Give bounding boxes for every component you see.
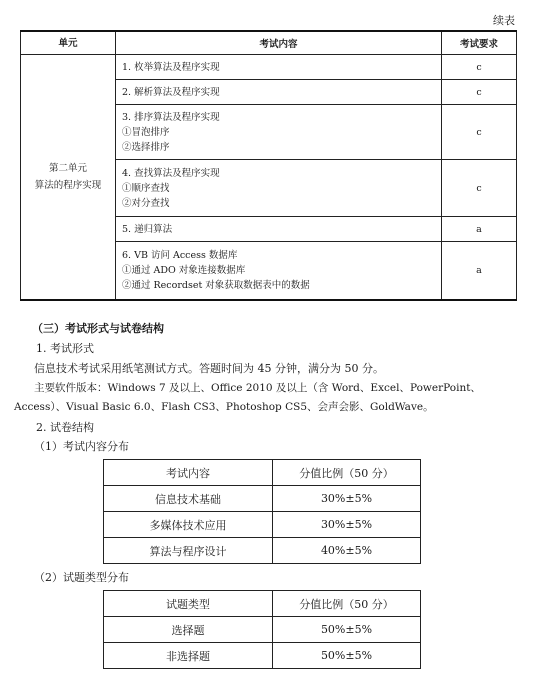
- table-row: [104, 486, 421, 512]
- content-cell: [116, 55, 442, 80]
- type-distribution-table: [103, 590, 421, 669]
- content-distribution-table: [103, 459, 421, 564]
- content-line: 6. VB 访问 Access 数据库: [122, 249, 238, 261]
- table-cell: 40%±5%: [273, 538, 421, 564]
- requirement-cell: c: [442, 80, 517, 105]
- table-cell: 50%±5%: [273, 617, 421, 643]
- table-cell: 50%±5%: [273, 643, 421, 669]
- content-cell: [116, 160, 442, 217]
- header-cell: 分值比例（50 分）: [273, 460, 421, 486]
- content-cell: [116, 242, 442, 300]
- content-line: ②对分查找: [122, 197, 170, 209]
- content-cell: [116, 80, 442, 105]
- table-header-row: [104, 591, 421, 617]
- requirement-cell: c: [442, 55, 517, 80]
- exam-content-table: [20, 30, 517, 301]
- content-line: 5. 递归算法: [122, 223, 173, 235]
- requirement-cell: c: [442, 105, 517, 160]
- content-line: 3. 排序算法及程序实现: [122, 111, 220, 123]
- content-cell: [116, 217, 442, 242]
- header-cell: 考试内容: [104, 460, 273, 486]
- content-line: 1. 枚举算法及程序实现: [122, 61, 220, 73]
- header-unit: 单元: [21, 31, 116, 55]
- unit-line: 算法的程序实现: [34, 179, 102, 191]
- unit-line: 第二单元: [48, 162, 87, 174]
- table-header-row: [104, 460, 421, 486]
- content-dist-heading: （1）考试内容分布: [34, 440, 129, 453]
- table-cell: 非选择题: [104, 643, 273, 669]
- table-cell: 30%±5%: [273, 486, 421, 512]
- software-line-1: 主要软件版本：Windows 7 及以上、Office 2010 及以上（含 Word、Excel、PowerPoint、: [34, 382, 481, 394]
- table-cell: 30%±5%: [273, 512, 421, 538]
- content-line: 2. 解析算法及程序实现: [122, 86, 220, 98]
- table-cell: 多媒体技术应用: [104, 512, 273, 538]
- requirement-cell: a: [442, 217, 517, 242]
- table-row: [104, 617, 421, 643]
- table-row: [104, 538, 421, 564]
- header-cell: 分值比例（50 分）: [273, 591, 421, 617]
- requirement-cell: a: [442, 242, 517, 300]
- type-dist-heading: （2）试题类型分布: [34, 571, 129, 584]
- content-line: ①顺序查找: [122, 182, 170, 194]
- header-requirement: 考试要求: [442, 31, 517, 55]
- table-row: [104, 643, 421, 669]
- table-row: [21, 55, 517, 80]
- form-text: 信息技术考试采用纸笔测试方式。答题时间为 45 分钟，满分为 50 分。: [34, 362, 384, 375]
- content-line: ②通过 Recordset 对象获取数据表中的数据: [122, 279, 310, 291]
- table-cell: 信息技术基础: [104, 486, 273, 512]
- unit-cell: [21, 55, 116, 300]
- header-content: 考试内容: [116, 31, 442, 55]
- content-line: ①冒泡排序: [122, 126, 170, 138]
- table-cell: 算法与程序设计: [104, 538, 273, 564]
- table-row: [104, 512, 421, 538]
- structure-heading: 2. 试卷结构: [36, 421, 94, 434]
- table-cell: 选择题: [104, 617, 273, 643]
- form-heading: 1. 考试形式: [36, 342, 94, 355]
- section-title: （三）考试形式与试卷结构: [32, 322, 164, 335]
- continued-label: 续表: [493, 14, 515, 27]
- software-line-2: Access）、Visual Basic 6.0、Flash CS3、Photoshop CS5、会声会影、GoldWave。: [14, 401, 434, 413]
- content-line: ①通过 ADO 对象连接数据库: [122, 264, 246, 276]
- content-cell: [116, 105, 442, 160]
- header-cell: 试题类型: [104, 591, 273, 617]
- requirement-cell: c: [442, 160, 517, 217]
- content-line: ②选择排序: [122, 141, 170, 153]
- content-line: 4. 查找算法及程序实现: [122, 167, 220, 179]
- table-header-row: [21, 31, 517, 55]
